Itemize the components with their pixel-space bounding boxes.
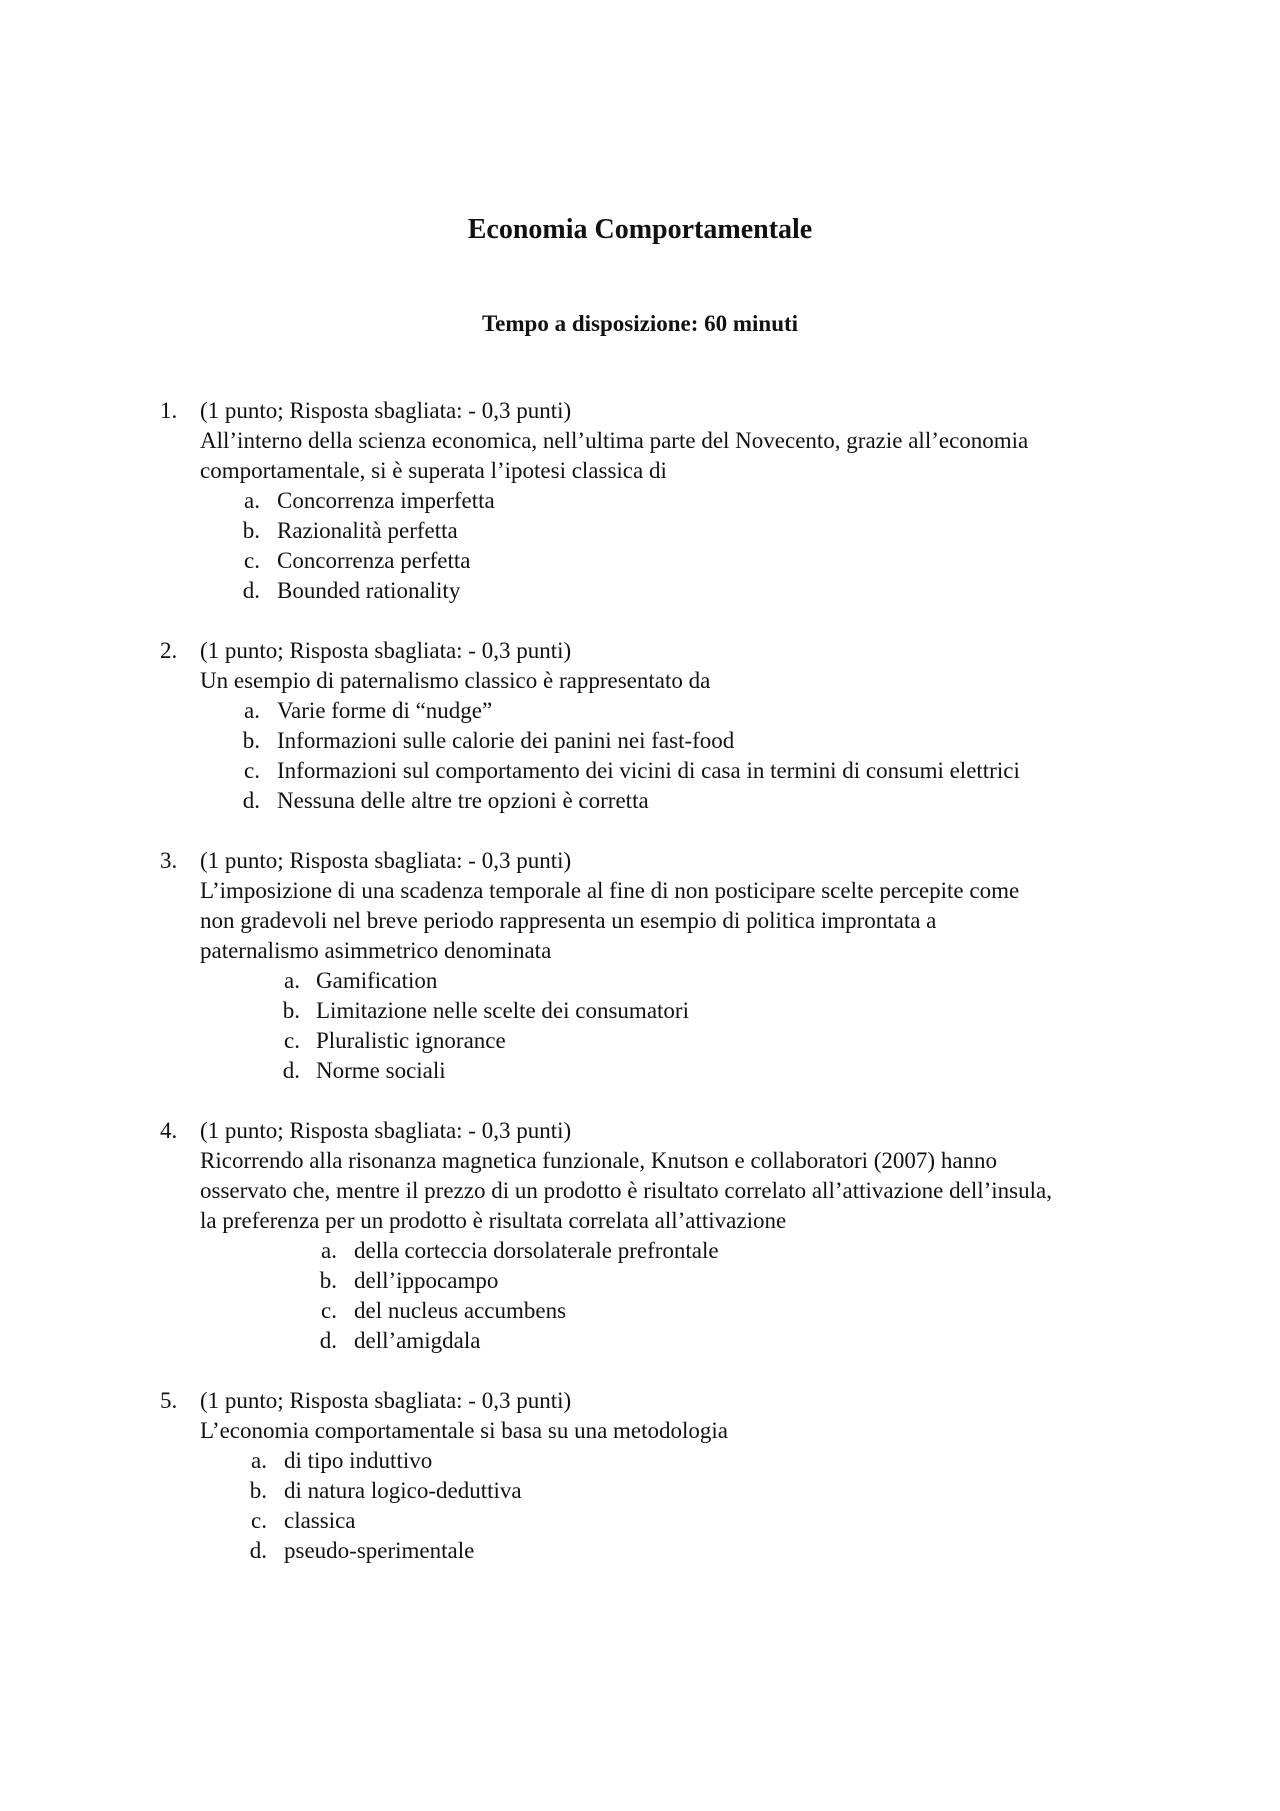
option-letter: b. [319, 1268, 337, 1293]
option-text: Informazioni sulle calorie dei panini nei fast-food [277, 728, 735, 753]
option-letter: d. [319, 1328, 337, 1353]
question-text-line: All’interno della scienza economica, nell’ultima parte del Novecento, grazie all’economia [200, 428, 1029, 453]
question-points: (1 punto; Risposta sbagliata: - 0,3 punti) [200, 1118, 572, 1143]
option-c [0, 1506, 1280, 1536]
question-number: 5. [160, 1388, 178, 1413]
option-letter: c. [244, 758, 260, 783]
question-number: 1. [160, 398, 178, 423]
option-text: Varie forme di “nudge” [277, 698, 493, 723]
option-text: Concorrenza perfetta [277, 548, 471, 573]
option-text: della corteccia dorsolaterale prefrontale [354, 1238, 719, 1263]
option-b [0, 1476, 1280, 1506]
option-list [0, 1236, 1280, 1356]
option-letter: d. [249, 1538, 267, 1563]
option-d [0, 786, 1280, 816]
option-letter: c. [251, 1508, 267, 1533]
option-letter: a. [251, 1448, 267, 1473]
option-a [0, 1236, 1280, 1266]
option-text: di tipo induttivo [284, 1448, 433, 1473]
option-c [0, 546, 1280, 576]
option-text: Nessuna delle altre tre opzioni è corretta [277, 788, 649, 813]
option-a [0, 486, 1280, 516]
option-b [0, 516, 1280, 546]
page-title: Economia Comportamentale [467, 214, 813, 245]
question-number: 4. [160, 1118, 178, 1143]
option-list [0, 696, 1280, 816]
option-b [0, 726, 1280, 756]
option-letter: d. [242, 578, 260, 603]
option-text: pseudo-sperimentale [284, 1538, 475, 1563]
question-1 [0, 396, 1280, 606]
option-letter: c. [284, 1028, 300, 1053]
question-text-line: comportamentale, si è superata l’ipotesi classica di [200, 458, 667, 483]
option-text: classica [284, 1508, 356, 1533]
option-letter: a. [321, 1238, 337, 1263]
option-c [0, 756, 1280, 786]
option-letter: a. [244, 698, 260, 723]
question-text-line: la preferenza per un prodotto è risultata correlata all’attivazione [200, 1208, 787, 1233]
question-points: (1 punto; Risposta sbagliata: - 0,3 punti) [200, 638, 572, 663]
option-text: Informazioni sul comportamento dei vicini di casa in termini di consumi elettrici [277, 758, 1020, 783]
question-number: 2. [160, 638, 178, 663]
question-text-line: Un esempio di paternalismo classico è rappresentato da [200, 668, 711, 693]
option-a [0, 696, 1280, 726]
question-text-line: L’economia comportamentale si basa su una metodologia [200, 1418, 729, 1443]
option-letter: d. [282, 1058, 300, 1083]
question-4 [0, 1116, 1280, 1356]
option-text: Concorrenza imperfetta [277, 488, 495, 513]
option-text: Razionalità perfetta [277, 518, 458, 543]
question-text-line: L’imposizione di una scadenza temporale al fine di non posticipare scelte percepite come [200, 878, 1020, 903]
option-text: dell’ippocampo [354, 1268, 499, 1293]
option-letter: a. [244, 488, 260, 513]
option-a [0, 966, 1280, 996]
option-list [0, 966, 1280, 1086]
option-d [0, 1536, 1280, 1566]
option-d [0, 1056, 1280, 1086]
option-letter: b. [249, 1478, 267, 1503]
option-letter: b. [242, 728, 260, 753]
question-text-line: osservato che, mentre il prezzo di un prodotto è risultato correlato all’attivazione dell’insula, [200, 1178, 1052, 1203]
page-subtitle: Tempo a disposizione: 60 minuti [481, 311, 799, 336]
option-c [0, 1026, 1280, 1056]
question-5 [0, 1386, 1280, 1566]
option-c [0, 1296, 1280, 1326]
option-letter: a. [284, 968, 300, 993]
option-letter: d. [242, 788, 260, 813]
option-text: Bounded rationality [277, 578, 461, 603]
option-letter: c. [321, 1298, 337, 1323]
option-letter: c. [244, 548, 260, 573]
question-points: (1 punto; Risposta sbagliata: - 0,3 punti) [200, 398, 572, 423]
option-letter: b. [282, 998, 300, 1023]
question-number: 3. [160, 848, 178, 873]
option-text: del nucleus accumbens [354, 1298, 567, 1323]
option-a [0, 1446, 1280, 1476]
question-text-line: paternalismo asimmetrico denominata [200, 938, 552, 963]
question-list [0, 396, 1280, 1596]
option-text: Limitazione nelle scelte dei consumatori [316, 998, 689, 1023]
question-text-line: non gradevoli nel breve periodo rappresenta un esempio di politica improntata a [200, 908, 937, 933]
question-2 [0, 636, 1280, 816]
question-points: (1 punto; Risposta sbagliata: - 0,3 punti) [200, 848, 572, 873]
question-3 [0, 846, 1280, 1086]
option-text: dell’amigdala [354, 1328, 481, 1353]
option-d [0, 1326, 1280, 1356]
option-text: Norme sociali [316, 1058, 446, 1083]
option-d [0, 576, 1280, 606]
question-text-line: Ricorrendo alla risonanza magnetica funzionale, Knutson e collaboratori (2007) hanno [200, 1148, 998, 1173]
option-text: Pluralistic ignorance [316, 1028, 506, 1053]
option-b [0, 1266, 1280, 1296]
question-points: (1 punto; Risposta sbagliata: - 0,3 punti) [200, 1388, 572, 1413]
option-text: di natura logico-deduttiva [284, 1478, 522, 1503]
option-b [0, 996, 1280, 1026]
option-letter: b. [242, 518, 260, 543]
option-list [0, 1446, 1280, 1566]
option-list [0, 486, 1280, 606]
option-text: Gamification [316, 968, 438, 993]
